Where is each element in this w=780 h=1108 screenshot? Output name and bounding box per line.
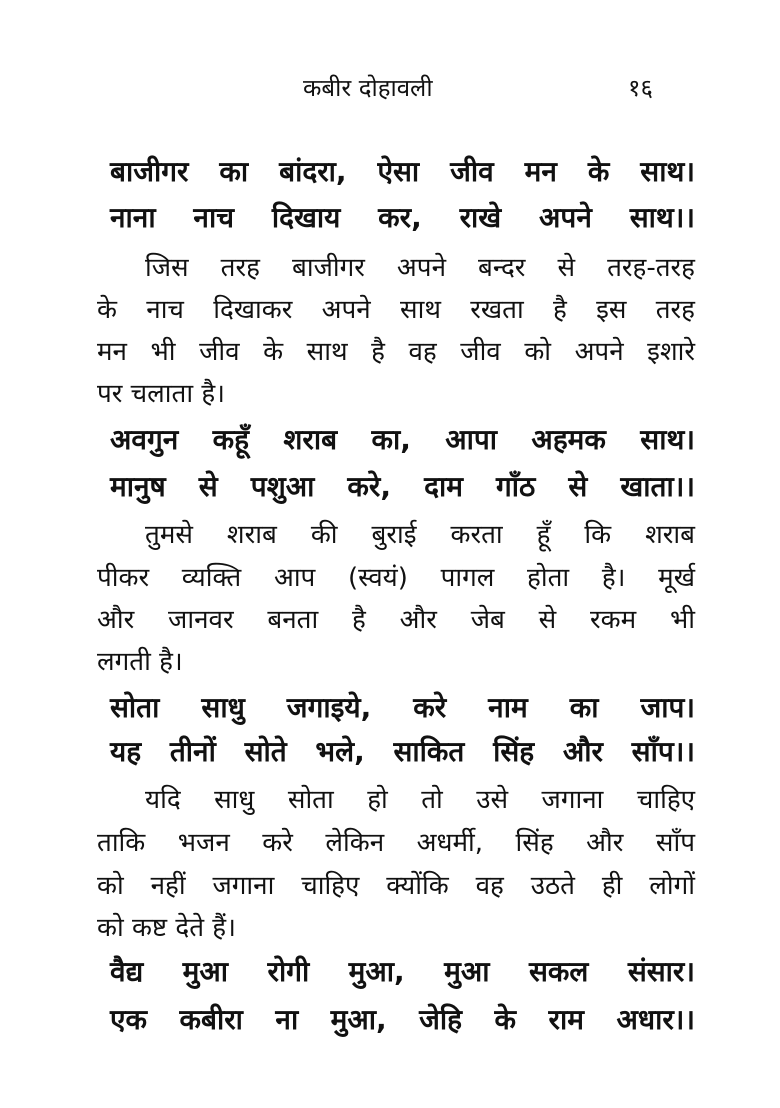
verse-line: वैद्य मुआ रोगी मुआ, मुआ सकल संसार। <box>110 955 695 988</box>
commentary-line: को नहीं जगाना चाहिए क्योंकि वह उठते ही लोगों <box>97 871 695 901</box>
commentary-line: तुमसे शराब की बुराई करता हूँ कि शराब <box>145 520 695 550</box>
commentary-line: जिस तरह बाजीगर अपने बन्दर से तरह-तरह <box>145 253 695 283</box>
commentary-line: मन भी जीव के साथ है वह जीव को अपने इशारे <box>97 337 695 367</box>
verse-line: यह तीनों सोते भले, साकित सिंह और साँप।। <box>110 735 695 768</box>
verse-line: सोता साधु जगाइये, करे नाम का जाप। <box>110 691 695 724</box>
commentary-line: को कष्ट देते हैं। <box>97 913 236 943</box>
page-number: १६ <box>628 74 653 102</box>
commentary-line: और जानवर बनता है और जेब से रकम भी <box>97 605 695 635</box>
commentary-line: यदि साधु सोता हो तो उसे जगाना चाहिए <box>145 785 695 815</box>
verse-line: नाना नाच दिखाय कर, राखे अपने साथ।। <box>110 201 695 234</box>
commentary-line: ताकि भजन करे लेकिन अधर्मी, सिंह और साँप <box>97 828 695 858</box>
commentary-line: लगती है। <box>97 647 183 677</box>
commentary-line: पीकर व्यक्ति आप (स्वयं) पागल होता है। मूर्ख <box>97 563 695 593</box>
verse-line: मानुष से पशुआ करे, दाम गाँठ से खाता।। <box>110 470 695 503</box>
verse-line: अवगुन कहूँ शराब का, आपा अहमक साथ। <box>110 423 695 456</box>
book-title: कबीर दोहावली <box>303 74 433 102</box>
verse-line: एक कबीरा ना मुआ, जेहि के राम अधार।। <box>110 1003 695 1036</box>
verse-line: बाजीगर का बांदरा, ऐसा जीव मन के साथ। <box>110 155 695 188</box>
commentary-line: के नाच दिखाकर अपने साथ रखता है इस तरह <box>97 295 695 325</box>
commentary-line: पर चलाता है। <box>97 379 226 409</box>
